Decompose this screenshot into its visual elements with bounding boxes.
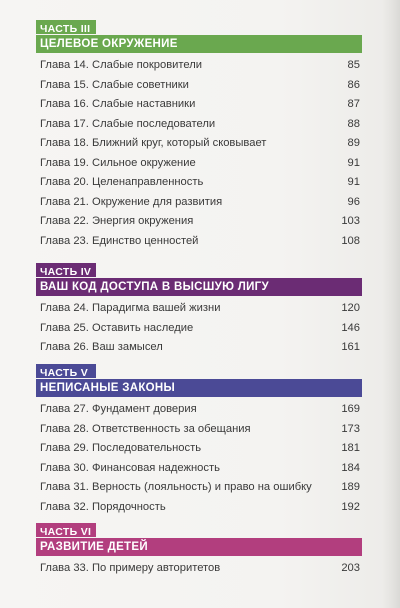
chapter-row[interactable]: [36, 154, 362, 174]
chapter-page: 103: [341, 215, 360, 227]
chapter-row[interactable]: [36, 193, 362, 213]
chapter-row[interactable]: [36, 95, 362, 115]
chapter-title: Глава 29. Последовательность: [40, 442, 202, 454]
chapter-row[interactable]: [36, 439, 362, 459]
chapter-page: 89: [347, 137, 360, 149]
chapter-row[interactable]: [36, 319, 362, 339]
chapter-title: Глава 31. Верность (лояльность) и право на ошибку: [40, 481, 312, 493]
chapter-title: Глава 24. Парадигма вашей жизни: [40, 302, 221, 314]
part-6-label: ЧАСТЬ VI: [36, 523, 96, 537]
chapter-row[interactable]: [36, 76, 362, 96]
chapter-title: Глава 14. Слабые покровители: [40, 59, 203, 71]
chapter-title: Глава 30. Финансовая надежность: [40, 461, 220, 474]
chapter-page: 108: [341, 234, 360, 247]
part-3-chapter-list: [36, 56, 362, 251]
chapter-page: 192: [341, 500, 360, 513]
chapter-title: Глава 21. Окружение для развития: [40, 195, 223, 208]
chapter-title: Глава 17. Слабые последователи: [40, 117, 216, 130]
chapter-row[interactable]: [36, 173, 362, 193]
chapter-title: Глава 26. Ваш замысел: [40, 341, 163, 353]
chapter-title: Глава 15. Слабые советники: [40, 78, 189, 91]
part-4-chapter-list: [36, 299, 362, 358]
chapter-page: 161: [341, 341, 360, 353]
part-6-section: [36, 523, 362, 579]
chapter-title: Глава 27. Фундамент доверия: [40, 403, 197, 415]
part-5-label: ЧАСТЬ V: [36, 364, 96, 378]
chapter-row[interactable]: [36, 134, 362, 154]
chapter-row[interactable]: [36, 459, 362, 479]
chapter-title: Глава 32. Порядочность: [40, 500, 166, 513]
page-binding-shadow: [382, 0, 400, 608]
chapter-page: 86: [347, 78, 360, 91]
chapter-row[interactable]: [36, 56, 362, 76]
chapter-row[interactable]: [36, 400, 362, 420]
chapter-page: 181: [341, 442, 360, 454]
chapter-title: Глава 18. Ближний круг, который сковывает: [40, 137, 267, 149]
chapter-title: Глава 28. Ответственность за обещания: [40, 422, 251, 435]
chapter-page: 88: [347, 117, 360, 130]
chapter-row[interactable]: [36, 299, 362, 319]
chapter-row[interactable]: [36, 338, 362, 358]
part-5-chapter-list: [36, 400, 362, 517]
chapter-page: 91: [347, 156, 360, 169]
chapter-row[interactable]: [36, 559, 362, 579]
chapter-page: 146: [341, 321, 360, 334]
chapter-title: Глава 22. Энергия окружения: [40, 215, 194, 227]
part-4-section: [36, 263, 362, 358]
chapter-title: Глава 19. Сильное окружение: [40, 156, 196, 169]
chapter-title: Глава 20. Целенаправленность: [40, 176, 204, 188]
chapter-page: 120: [341, 302, 360, 314]
chapter-page: 169: [341, 403, 360, 415]
chapter-page: 189: [341, 481, 360, 493]
chapter-title: Глава 16. Слабые наставники: [40, 98, 196, 110]
chapter-row[interactable]: [36, 498, 362, 518]
part-3-label: ЧАСТЬ III: [36, 20, 96, 34]
chapter-row[interactable]: [36, 420, 362, 440]
part-6-title: РАЗВИТИЕ ДЕТЕЙ: [36, 538, 362, 556]
chapter-page: 96: [347, 195, 360, 208]
chapter-title: Глава 25. Оставить наследие: [40, 321, 194, 334]
part-6-chapter-list: [36, 559, 362, 579]
chapter-row[interactable]: [36, 478, 362, 498]
chapter-page: 87: [347, 98, 360, 110]
chapter-title: Глава 33. По примеру авторитетов: [40, 562, 221, 574]
chapter-page: 173: [341, 422, 360, 435]
part-3-title: ЦЕЛЕВОЕ ОКРУЖЕНИЕ: [36, 35, 362, 53]
part-3-section: [36, 20, 362, 251]
part-4-title: ВАШ КОД ДОСТУПА В ВЫСШУЮ ЛИГУ: [36, 278, 362, 296]
chapter-page: 85: [347, 59, 360, 71]
chapter-page: 203: [341, 562, 360, 574]
chapter-row[interactable]: [36, 115, 362, 135]
part-5-title: НЕПИСАНЫЕ ЗАКОНЫ: [36, 379, 362, 397]
chapter-row[interactable]: [36, 232, 362, 252]
chapter-page: 184: [341, 461, 360, 474]
chapter-page: 91: [347, 176, 360, 188]
part-4-label: ЧАСТЬ IV: [36, 263, 96, 277]
chapter-row[interactable]: [36, 212, 362, 232]
part-5-section: [36, 364, 362, 517]
chapter-title: Глава 23. Единство ценностей: [40, 234, 199, 247]
